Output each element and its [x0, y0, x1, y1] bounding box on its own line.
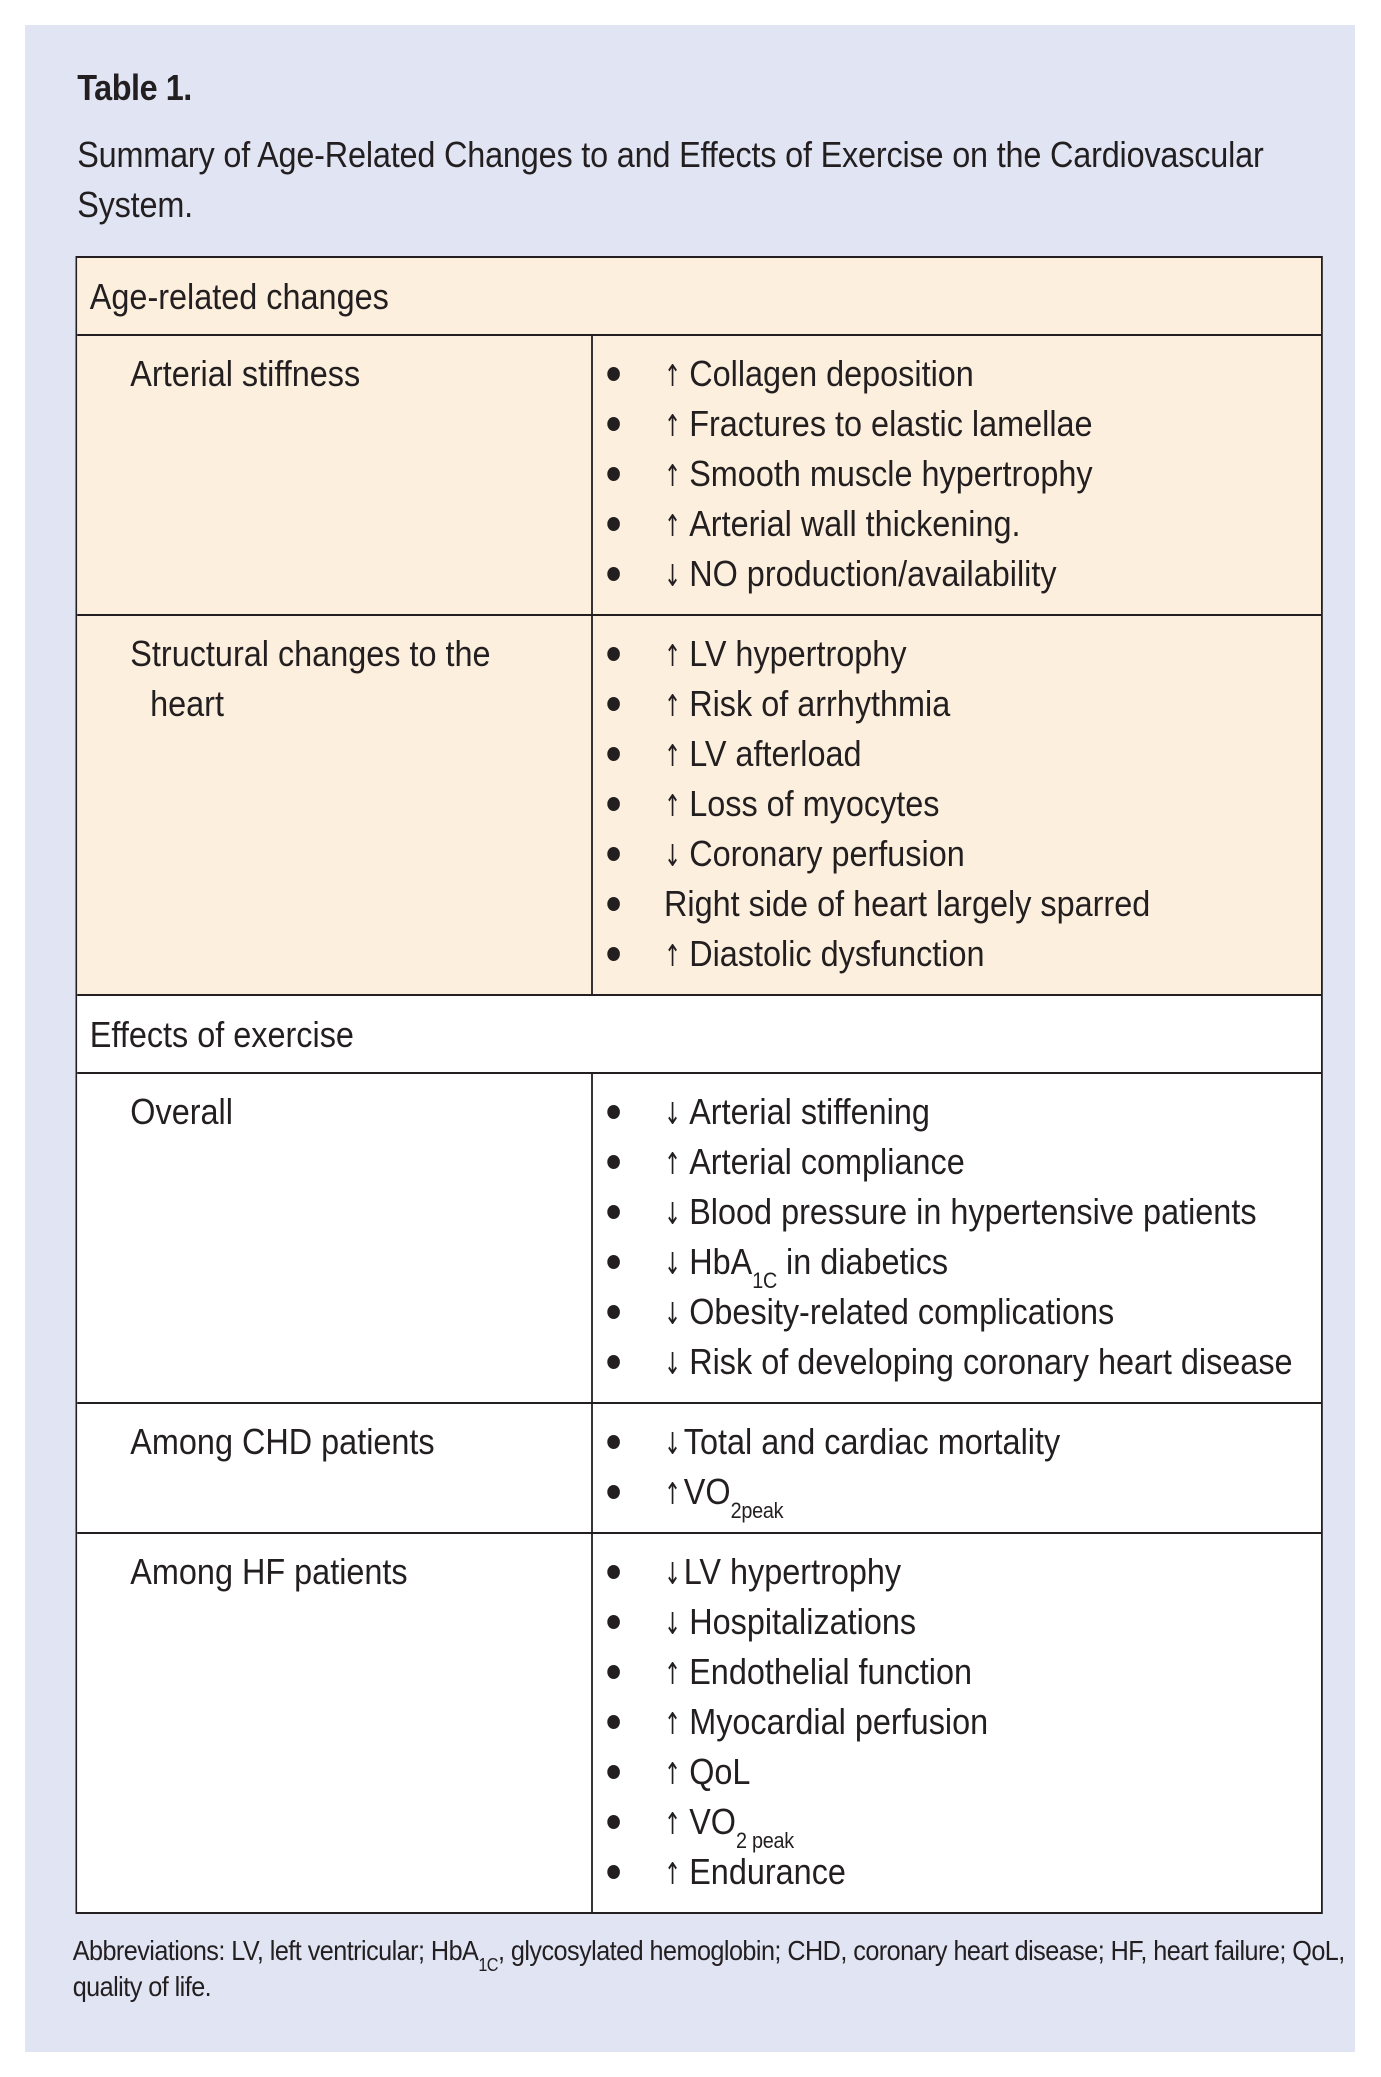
arrow-down-icon: ↓ [664, 559, 681, 594]
item-text: Arterial stiffening [689, 1091, 930, 1132]
section-exercise [77, 996, 1321, 1912]
list-item [593, 1647, 1321, 1697]
item-text: QoL [689, 1751, 751, 1792]
item-text: Loss of myocytes [689, 783, 940, 824]
bullet-icon [607, 1565, 620, 1579]
item-subscript: 2peak [730, 1498, 784, 1523]
arrow-up-icon: ↑ [664, 1707, 681, 1742]
list-item [593, 499, 1321, 549]
arrow-up-icon: ↑ [664, 1657, 681, 1692]
item-text: LV afterload [689, 733, 862, 774]
arrow-down-icon: ↓ [664, 1557, 681, 1592]
table-row [77, 616, 1321, 996]
item-text: Obesity-related complications [689, 1291, 1115, 1332]
list-item [593, 1847, 1321, 1897]
footnote-text-1: Abbreviations: LV, left ventricular; HbA [72, 1935, 479, 1966]
item-text: Coronary perfusion [689, 833, 965, 874]
table-title: Table 1. [77, 67, 192, 108]
table-row [77, 1534, 1321, 1912]
list-item [593, 349, 1321, 399]
arrow-up-icon: ↑ [664, 1477, 681, 1512]
bullet-icon [607, 417, 620, 431]
list-item [593, 629, 1321, 679]
bullet-icon [607, 1155, 620, 1169]
arrow-down-icon: ↓ [664, 1607, 681, 1642]
section-age [77, 258, 1321, 996]
item-text: Smooth muscle hypertrophy [689, 453, 1093, 494]
list-item [593, 1467, 1321, 1523]
table-row [77, 1074, 1321, 1404]
arrow-down-icon: ↓ [664, 839, 681, 874]
item-subscript: 2 peak [736, 1828, 794, 1853]
arrow-up-icon: ↑ [664, 739, 681, 774]
bullet-icon [607, 1105, 620, 1119]
bullet-icon [607, 897, 620, 911]
item-text: Myocardial perfusion [689, 1701, 989, 1742]
bullet-icon [607, 1665, 620, 1679]
arrow-up-icon: ↑ [664, 639, 681, 674]
bullet-list [593, 336, 1321, 614]
item-text: Collagen deposition [689, 353, 974, 394]
arrow-up-icon: ↑ [664, 1807, 681, 1842]
arrow-down-icon: ↓ [664, 1347, 681, 1382]
arrow-down-icon: ↓ [664, 1427, 681, 1462]
list-item [593, 679, 1321, 729]
abbreviations-footnote [73, 1933, 1351, 2005]
item-text: Fractures to elastic lamellae [689, 403, 1093, 444]
list-item [593, 449, 1321, 499]
item-text: Total and cardiac mortality [683, 1421, 1061, 1462]
bullet-icon [607, 1435, 620, 1449]
list-item [593, 1287, 1321, 1337]
bullet-icon [607, 1865, 620, 1879]
row-label: Among CHD patients [77, 1404, 593, 1532]
item-text: LV hypertrophy [689, 633, 907, 674]
list-item [593, 1187, 1321, 1237]
row-label: Arterial stiffness [77, 336, 593, 614]
arrow-up-icon: ↑ [664, 1757, 681, 1792]
list-item [593, 1597, 1321, 1647]
bullet-icon [607, 647, 620, 661]
list-item [593, 1747, 1321, 1797]
list-item [593, 1087, 1321, 1137]
bullet-icon [607, 947, 620, 961]
item-text: NO production/availability [689, 553, 1057, 594]
list-item [593, 399, 1321, 449]
item-text: Arterial wall thickening. [689, 503, 1021, 544]
bullet-icon [607, 697, 620, 711]
item-text: VO [683, 1471, 731, 1512]
footnote-text-2: , glycosylated hemoglobin; CHD, coronary heart disease; HF, heart failure; QoL, quality of life. [72, 1935, 1345, 2002]
item-text: Risk of developing coronary heart disease [689, 1341, 1293, 1382]
item-text: Endothelial function [689, 1651, 973, 1692]
item-text: Hospitalizations [689, 1601, 917, 1642]
bullet-icon [607, 517, 620, 531]
table-row [77, 1404, 1321, 1534]
arrow-up-icon: ↑ [664, 359, 681, 394]
table-caption: Summary of Age-Related Changes to and Effects of Exercise on the Cardiovascular System. [77, 134, 1264, 225]
arrow-up-icon: ↑ [664, 939, 681, 974]
item-text: Right side of heart largely sparred [664, 883, 1151, 924]
bullet-list [593, 1404, 1321, 1532]
bullet-icon [607, 1765, 620, 1779]
list-item [593, 549, 1321, 599]
arrow-down-icon: ↓ [664, 1097, 681, 1132]
list-item [593, 1237, 1321, 1293]
item-text: Blood pressure in hypertensive patients [689, 1191, 1257, 1232]
list-item [593, 1337, 1321, 1387]
table-row [77, 336, 1321, 616]
list-item [593, 1797, 1321, 1853]
bullet-icon [607, 1485, 620, 1499]
item-text: HbA [689, 1241, 753, 1282]
section-header: Age-related changes [77, 258, 1321, 336]
list-item [593, 1417, 1321, 1467]
list-item [593, 929, 1321, 979]
list-item [593, 829, 1321, 879]
row-label: Among HF patients [77, 1534, 593, 1912]
bullet-icon [607, 847, 620, 861]
summary-table [75, 256, 1322, 1914]
bullet-list [593, 1074, 1321, 1402]
bullet-icon [607, 747, 620, 761]
arrow-up-icon: ↑ [664, 1857, 681, 1892]
bullet-icon [607, 467, 620, 481]
arrow-down-icon: ↓ [664, 1297, 681, 1332]
row-label: Structural changes to the heart [77, 616, 593, 994]
item-text: Risk of arrhythmia [689, 683, 951, 724]
arrow-down-icon: ↓ [664, 1197, 681, 1232]
item-text: LV hypertrophy [683, 1551, 902, 1592]
arrow-up-icon: ↑ [664, 409, 681, 444]
bullet-icon [607, 1615, 620, 1629]
bullet-icon [607, 1355, 620, 1369]
arrow-up-icon: ↑ [664, 459, 681, 494]
arrow-up-icon: ↑ [664, 789, 681, 824]
item-text: VO [689, 1801, 737, 1842]
list-item [593, 1547, 1321, 1597]
item-text: Diastolic dysfunction [689, 933, 985, 974]
list-item [593, 879, 1321, 929]
footnote-subscript: 1C [478, 1955, 498, 1975]
list-item [593, 729, 1321, 779]
bullet-icon [607, 1255, 620, 1269]
arrow-down-icon: ↓ [664, 1247, 681, 1282]
list-item [593, 1137, 1321, 1187]
bullet-icon [607, 1815, 620, 1829]
section-header: Effects of exercise [77, 996, 1321, 1074]
bullet-icon [607, 1715, 620, 1729]
bullet-list [593, 1534, 1321, 1912]
bullet-list [593, 616, 1321, 994]
bullet-icon [607, 1205, 620, 1219]
bullet-icon [607, 567, 620, 581]
table-panel [25, 25, 1355, 2052]
item-subscript: 1C [752, 1268, 778, 1293]
item-suffix: in diabetics [777, 1241, 949, 1282]
row-label: Overall [77, 1074, 593, 1402]
item-text: Arterial compliance [689, 1141, 965, 1182]
bullet-icon [607, 1305, 620, 1319]
list-item [593, 779, 1321, 829]
arrow-up-icon: ↑ [664, 1147, 681, 1182]
bullet-icon [607, 367, 620, 381]
bullet-icon [607, 797, 620, 811]
list-item [593, 1697, 1321, 1747]
arrow-up-icon: ↑ [664, 509, 681, 544]
arrow-up-icon: ↑ [664, 689, 681, 724]
item-text: Endurance [689, 1851, 846, 1892]
